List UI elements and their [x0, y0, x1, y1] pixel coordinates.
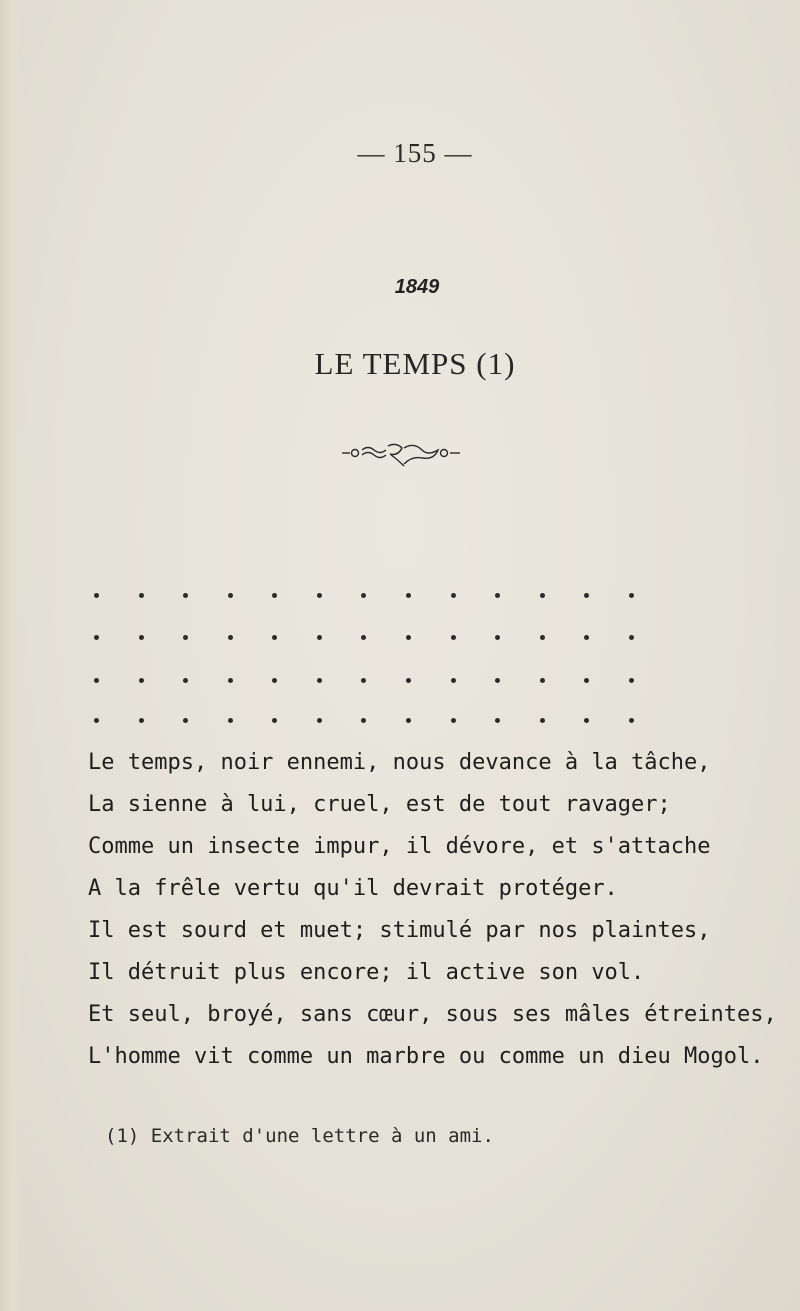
ellipsis-dot	[584, 593, 589, 598]
ellipsis-dot	[317, 635, 322, 640]
ellipsis-dot	[540, 718, 545, 723]
ellipsis-row	[94, 718, 634, 723]
ellipsis-dot	[629, 678, 634, 683]
ellipsis-dot	[228, 593, 233, 598]
ellipsis-dot	[272, 593, 277, 598]
verse-line: Le temps, noir ennemi, nous devance à la tâche,	[88, 750, 711, 775]
ellipsis-dot	[272, 718, 277, 723]
footnote: (1) Extrait d'une lettre à un ami.	[105, 1125, 494, 1147]
ellipsis-dot	[584, 718, 589, 723]
ellipsis-dot	[361, 593, 366, 598]
verse-line: La sienne à lui, cruel, est de tout ravager;	[88, 792, 671, 817]
ellipsis-dot	[629, 718, 634, 723]
verse-line: Et seul, broyé, sans cœur, sous ses mâles étreintes,	[88, 1002, 777, 1027]
verse-line: A la frêle vertu qu'il devrait protéger.	[88, 876, 618, 901]
ellipsis-dot	[629, 635, 634, 640]
ellipsis-dot	[584, 635, 589, 640]
ellipsis-dot	[406, 678, 411, 683]
verse-line: Comme un insecte impur, il dévore, et s'attache	[88, 834, 711, 859]
verse-line: L'homme vit comme un marbre ou comme un dieu Mogol.	[88, 1044, 764, 1069]
ellipsis-dot	[406, 593, 411, 598]
ellipsis-dot	[406, 718, 411, 723]
ellipsis-dot	[139, 678, 144, 683]
ellipsis-dot	[495, 635, 500, 640]
verse-line: Il détruit plus encore; il active son vol.	[88, 960, 645, 985]
verse-line: Il est sourd et muet; stimulé par nos plaintes,	[88, 918, 711, 943]
ellipsis-dot	[139, 635, 144, 640]
ellipsis-dot	[317, 593, 322, 598]
ellipsis-dot	[317, 718, 322, 723]
ellipsis-dot	[540, 593, 545, 598]
ellipsis-row	[94, 593, 634, 598]
ellipsis-dot	[183, 635, 188, 640]
ellipsis-dot	[540, 635, 545, 640]
ellipsis-dot	[584, 678, 589, 683]
ellipsis-dot	[406, 635, 411, 640]
ellipsis-dot	[361, 718, 366, 723]
ellipsis-dot	[94, 718, 99, 723]
ellipsis-dot	[139, 593, 144, 598]
ellipsis-dot	[495, 593, 500, 598]
ornament-divider-icon	[340, 438, 470, 468]
page-number: — 155 —	[357, 138, 473, 168]
ellipsis-dot	[94, 678, 99, 683]
ellipsis-dot	[495, 678, 500, 683]
ellipsis-dot	[272, 635, 277, 640]
ellipsis-dot	[451, 635, 456, 640]
poem-title: LE TEMPS (1)	[314, 346, 516, 381]
ellipsis-dot	[139, 718, 144, 723]
ellipsis-dot	[183, 593, 188, 598]
ellipsis-dot	[451, 593, 456, 598]
ellipsis-dot	[540, 678, 545, 683]
ellipsis-dot	[361, 635, 366, 640]
ellipsis-dot	[228, 718, 233, 723]
ellipsis-dot	[317, 678, 322, 683]
ellipsis-dot	[495, 718, 500, 723]
ellipsis-dot	[451, 718, 456, 723]
ellipsis-dot	[629, 593, 634, 598]
poem-year: 1849	[394, 276, 440, 298]
ellipsis-dot	[94, 635, 99, 640]
poem-verses	[88, 742, 788, 1078]
page-binding-edge	[0, 0, 22, 1311]
ellipsis-dot	[183, 718, 188, 723]
ellipsis-dot	[183, 678, 188, 683]
ellipsis-dot	[228, 678, 233, 683]
ellipsis-dot	[272, 678, 277, 683]
ellipsis-row	[94, 635, 634, 640]
ellipsis-dot	[451, 678, 456, 683]
ellipsis-row	[94, 678, 634, 683]
ellipsis-dot	[94, 593, 99, 598]
ellipsis-dot	[228, 635, 233, 640]
ellipsis-dot	[361, 678, 366, 683]
